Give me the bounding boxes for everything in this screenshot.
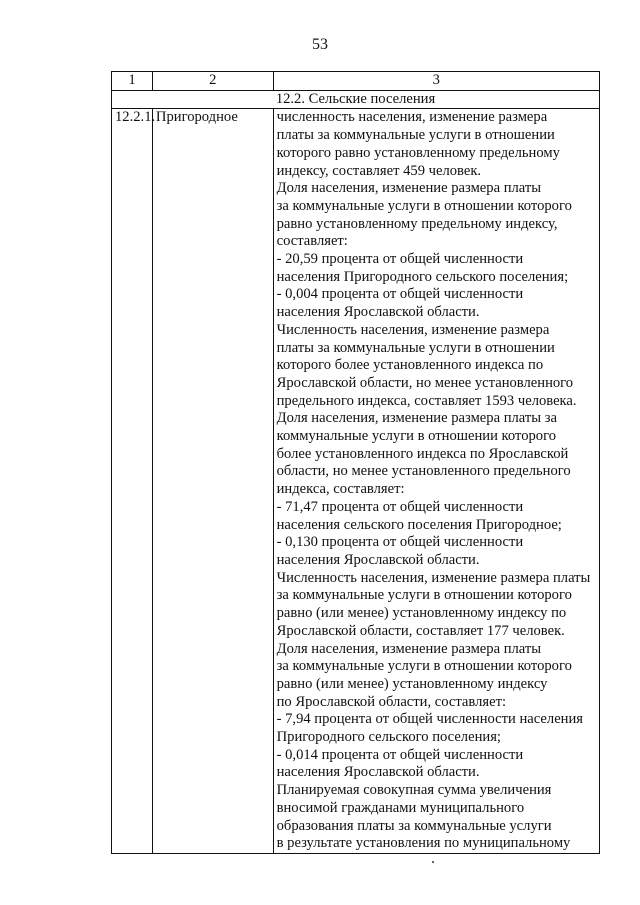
content-line: населения сельского поселения Пригородное; [276,516,562,533]
content-line: предельного индекса, составляет 1593 человека. [276,392,577,409]
table-row [112,109,600,854]
content-line: коммунальные услуги в отношении которого [276,428,557,445]
content-line: по Ярославской области, составляет: [276,693,507,710]
page-number: 53 [312,36,328,53]
content-line: за коммунальные услуги в отношении которого [276,658,572,675]
content-line: Планируемая совокупная сумма увеличения [276,782,552,799]
content-line: которого более установленного индекса по [276,357,544,374]
data-table [111,71,600,854]
content-line: населения Ярославской области. [276,304,480,321]
content-line: - 0,004 процента от общей численности [276,286,524,303]
content-line: населения Пригородного сельского поселения; [276,268,569,285]
content-line: - 20,59 процента от общей численности [276,251,524,268]
header-col-1: 1 [112,72,153,91]
content-line: образования платы за коммунальные услуги [276,817,552,834]
header-col-2: 2 [152,72,273,91]
content-line: - 0,130 процента от общей численности [276,534,524,551]
content-line: за коммунальные услуги в отношении которого [276,587,572,604]
content-line: вносимой гражданами муниципального [276,799,525,816]
content-line: индексу, составляет 459 человек. [276,162,482,179]
content-line: Численность населения, изменение размера [276,321,550,338]
content-line: составляет: [276,233,348,250]
content-line: Ярославской области, составляет 177 человек. [276,622,565,639]
content-line: - 0,014 процента от общей численности [276,746,524,763]
content-line: населения Ярославской области. [276,764,480,781]
section-row [112,90,600,109]
content-line: которого равно установленному предельному [276,144,560,161]
scan-speck [432,861,434,863]
content-line: за коммунальные услуги в отношении которого [276,197,572,214]
content-line: равно (или менее) установленному индексу [276,675,548,692]
content-line: индекса, составляет: [276,481,405,498]
content-line: области, но менее установленного предельного [276,463,571,480]
content-line: Пригородного сельского поселения; [276,729,501,746]
header-col-3: 3 [273,72,599,91]
content-line: платы за коммунальные услуги в отношении [276,339,555,356]
content-line: численность населения, изменение размера [276,109,548,126]
row-code: 12.2.1. [112,109,153,854]
table-header-row [112,72,600,91]
content-line: Ярославской области, но менее установленного [276,374,574,391]
content-line: населения Ярославской области. [276,551,480,568]
section-title: 12.2. Сельские поселения [112,90,600,109]
content-line: - 7,94 процента от общей численности населения [276,711,584,728]
content-line: платы за коммунальные услуги в отношении [276,127,555,144]
row-content [273,109,599,854]
content-line: равно (или менее) установленному индексу по [276,605,567,622]
content-line: в результате установления по муниципальному [276,835,571,852]
content-line: Численность населения, изменение размера платы [276,569,591,586]
content-line: равно установленному предельному индексу, [276,215,558,232]
row-name: Пригородное [152,109,273,854]
content-line: Доля населения, изменение размера платы за [276,410,557,427]
content-line: более установленного индекса по Ярославской [276,445,569,462]
content-line: Доля населения, изменение размера платы [276,640,542,657]
content-line: - 71,47 процента от общей численности [276,498,524,515]
content-line: Доля населения, изменение размера платы [276,180,542,197]
